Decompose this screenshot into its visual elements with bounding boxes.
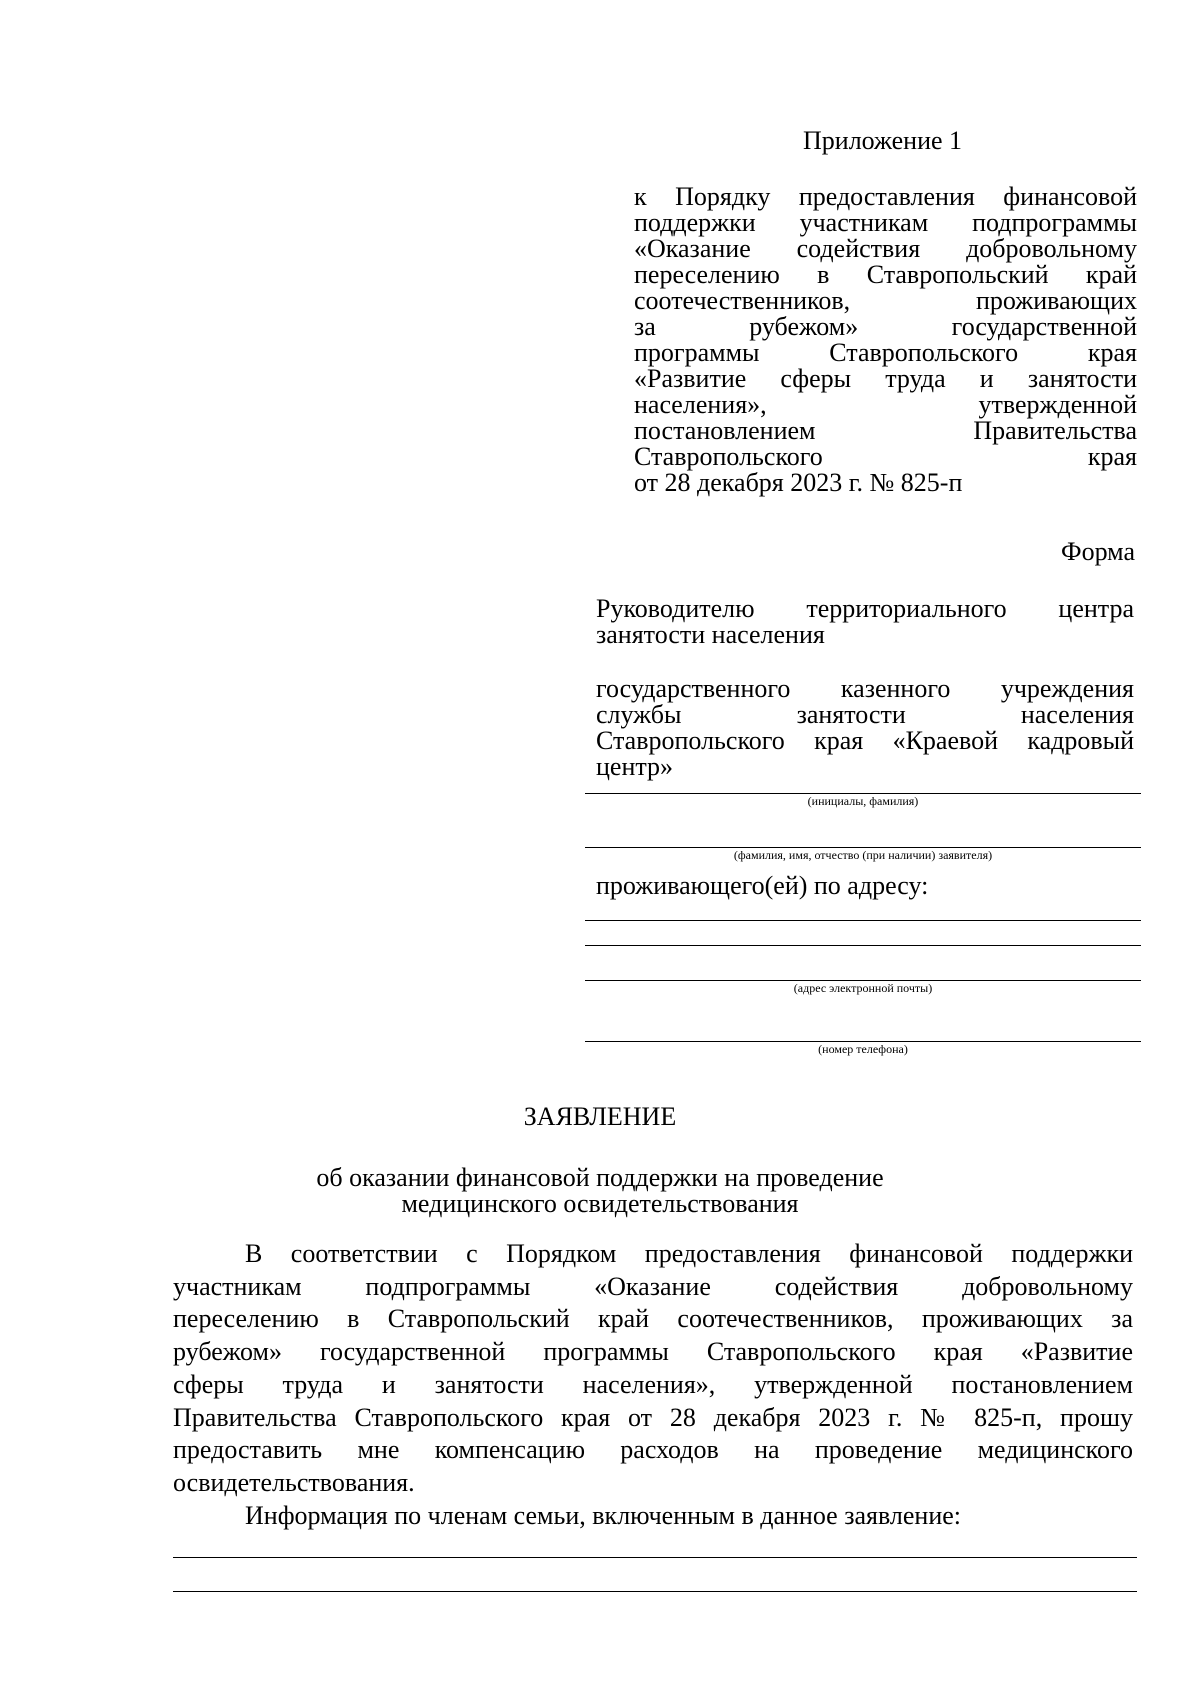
body-line: участникам подпрограммы «Оказание содействия добровольному — [173, 1271, 1133, 1301]
appendix-line: программы Ставропольского края — [634, 338, 1137, 367]
body-line: переселению в Ставропольский край соотечественников, проживающих за — [173, 1304, 1133, 1334]
address-field-line — [585, 920, 1141, 921]
appendix-line: к Порядку предоставления финансовой — [634, 182, 1137, 211]
org-line: центр» — [596, 752, 674, 781]
appendix-line: за рубежом» государственной — [634, 312, 1137, 341]
family-info-field-line — [173, 1591, 1137, 1592]
addressee-line: занятости населения — [596, 620, 825, 649]
org-line: службы занятости населения — [596, 700, 1134, 729]
statement-subtitle-line: медицинского освидетельствования — [401, 1189, 799, 1218]
address-field-line — [585, 945, 1141, 946]
appendix-line: постановлением Правительства — [634, 416, 1137, 445]
appendix-line: населения», утвержденной — [634, 390, 1137, 419]
statement-subtitle — [0, 1165, 1200, 1217]
statement-title: ЗАЯВЛЕНИЕ — [523, 1102, 677, 1131]
body-line: предоставить мне компенсацию расходов на проведение медицинского — [173, 1435, 1133, 1465]
appendix-line: Ставропольского края — [634, 442, 1137, 471]
addressee-line: Руководителю территориального центра — [596, 594, 1134, 623]
appendix-line: «Оказание содействия добровольному — [634, 234, 1137, 263]
email-caption: (адрес электронной почты) — [793, 981, 933, 995]
family-info-field-line — [173, 1557, 1137, 1558]
addressee-block — [596, 596, 1134, 780]
phone-caption: (номер телефона) — [818, 1042, 908, 1056]
org-line: Ставропольского края «Краевой кадровый — [596, 726, 1134, 755]
body-line: освидетельствования. — [173, 1467, 415, 1497]
appendix-line: переселению в Ставропольский край — [634, 260, 1137, 289]
org-line: государственного казенного учреждения — [596, 674, 1134, 703]
appendix-title: Приложение 1 — [803, 126, 963, 155]
appendix-line: от 28 декабря 2023 г. № 825-п — [634, 468, 963, 497]
applicant-name-caption: (фамилия, имя, отчество (при наличии) заявителя) — [733, 848, 993, 862]
appendix-line: «Развитие сферы труда и занятости — [634, 364, 1137, 393]
residing-label: проживающего(ей) по адресу: — [596, 871, 929, 900]
family-info-label: Информация по членам семьи, включенным в данное заявление: — [245, 1500, 962, 1530]
statement-body — [173, 1238, 1133, 1532]
appendix-reference — [634, 184, 1137, 496]
form-label: Форма — [1061, 537, 1135, 566]
body-line: В соответствии с Порядком предоставления финансовой поддержки — [245, 1239, 1133, 1268]
body-line: рубежом» государственной программы Ставропольского края «Развитие — [173, 1337, 1133, 1367]
body-line: Правительства Ставропольского края от 28 декабря 2023 г. № 825-п, прошу — [173, 1402, 1133, 1432]
appendix-line: соотечественников, проживающих — [634, 286, 1137, 315]
initials-caption: (инициалы, фамилия) — [807, 794, 919, 808]
statement-subtitle-line: об оказании финансовой поддержки на проведение — [316, 1163, 884, 1192]
appendix-line: поддержки участникам подпрограммы — [634, 208, 1137, 237]
body-line: сферы труда и занятости населения», утвержденной постановлением — [173, 1369, 1133, 1399]
